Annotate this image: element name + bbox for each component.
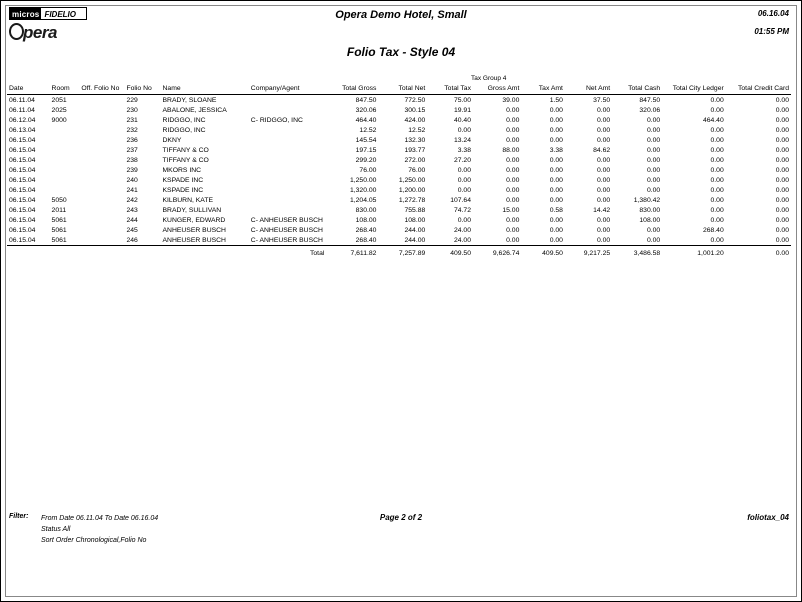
col-tax-amt: Tax Amt [538, 85, 563, 92]
cell-tax-amt: 0.00 [549, 177, 563, 184]
cell-folio-no: 236 [126, 137, 138, 144]
cell-net-amt: 0.00 [596, 197, 611, 204]
cell-room: 2011 [51, 207, 67, 214]
table-row [7, 125, 791, 135]
cell-net-amt: 0.00 [596, 137, 611, 144]
table-total-row [7, 246, 791, 259]
cell-gross-amt: 0.00 [506, 137, 520, 144]
folio-tax-table [7, 85, 791, 258]
cell-company-agent [249, 155, 327, 165]
cell-total-tax: 24.00 [453, 227, 471, 234]
cell-tax-amt: 0.00 [549, 167, 563, 174]
cell-total-city-ledger: 0.00 [710, 107, 724, 114]
cell-total-net: 272.00 [404, 157, 426, 164]
cell-net-amt: 0.00 [596, 117, 611, 124]
total-gross-amt: 9,626.74 [492, 250, 520, 257]
cell-off-folio-no [79, 165, 124, 175]
cell-gross-amt: 0.00 [506, 177, 520, 184]
table-row [7, 155, 791, 165]
cell-total-tax: 0.00 [457, 167, 471, 174]
cell-room: 5061 [51, 237, 67, 244]
cell-gross-amt: 0.00 [506, 127, 520, 134]
cell-name: KSPADE INC [162, 187, 204, 194]
cell-total-city-ledger: 0.00 [710, 187, 724, 194]
cell-total-cash: 0.00 [646, 237, 661, 244]
col-name: Name [162, 85, 181, 92]
cell-total-net: 76.00 [408, 167, 426, 174]
cell-net-amt: 14.42 [593, 207, 611, 214]
cell-total-gross: 1,204.05 [349, 197, 377, 204]
col-folio-no: Folio No [126, 85, 152, 92]
cell-name: KUNGER, EDWARD [162, 217, 226, 224]
cell-gross-amt: 0.00 [506, 117, 520, 124]
cell-company-agent: C- ANHEUSER BUSCH [250, 227, 323, 234]
cell-off-folio-no [79, 235, 124, 246]
cell-off-folio-no [79, 145, 124, 155]
cell-date: 06.15.04 [9, 137, 36, 144]
cell-off-folio-no [79, 175, 124, 185]
cell-folio-no: 232 [126, 127, 138, 134]
cell-date: 06.12.04 [9, 117, 36, 124]
cell-total-credit-card: 0.00 [775, 187, 789, 194]
cell-tax-amt: 0.00 [549, 237, 563, 244]
cell-name: TIFFANY & CO [162, 147, 209, 154]
micros-logo-text: micros [12, 10, 40, 19]
cell-total-cash: 0.00 [646, 147, 661, 154]
cell-off-folio-no [79, 125, 124, 135]
cell-company-agent [249, 195, 327, 205]
cell-tax-amt: 0.00 [549, 107, 563, 114]
col-total-credit-card: Total Credit Card [738, 85, 789, 92]
filter-line-sort-order: Sort Order Chronological,Folio No [41, 537, 147, 544]
table-row [7, 225, 791, 235]
cell-tax-amt: 0.58 [549, 207, 563, 214]
cell-gross-amt: 0.00 [506, 197, 520, 204]
cell-total-credit-card: 0.00 [775, 177, 789, 184]
report-footer [1, 513, 801, 553]
col-total-gross: Total Gross [342, 85, 377, 92]
cell-date: 06.11.04 [9, 107, 35, 114]
cell-room: 2025 [51, 107, 67, 114]
filter-line-status: Status All [41, 526, 71, 533]
total-total-city-ledger: 1,001.20 [697, 250, 724, 257]
table-row [7, 205, 791, 215]
cell-date: 06.15.04 [9, 157, 36, 164]
table-header [7, 85, 791, 95]
cell-total-city-ledger: 0.00 [710, 217, 724, 224]
cell-room [50, 165, 80, 175]
cell-total-gross: 268.40 [355, 237, 377, 244]
cell-net-amt: 0.00 [596, 127, 611, 134]
cell-net-amt: 0.00 [596, 157, 611, 164]
cell-date: 06.15.04 [9, 187, 36, 194]
cell-room [50, 185, 80, 195]
cell-total-credit-card: 0.00 [775, 207, 789, 214]
cell-net-amt: 0.00 [596, 177, 611, 184]
cell-company-agent [249, 145, 327, 155]
cell-off-folio-no [79, 225, 124, 235]
cell-total-gross: 1,250.00 [349, 177, 377, 184]
page-number: Page 2 of 2 [379, 513, 423, 522]
table-row [7, 135, 791, 145]
table-row [7, 215, 791, 225]
cell-tax-amt: 0.00 [549, 217, 563, 224]
cell-total-tax: 19.91 [453, 107, 471, 114]
cell-total-city-ledger: 268.40 [702, 227, 724, 234]
cell-total-net: 755.88 [404, 207, 426, 214]
cell-total-cash: 0.00 [646, 167, 661, 174]
total-total-net: 7,257.89 [398, 250, 426, 257]
cell-total-credit-card: 0.00 [775, 157, 789, 164]
cell-total-city-ledger: 0.00 [710, 137, 724, 144]
col-off-folio-no: Off. Folio No [81, 85, 120, 92]
col-total-net: Total Net [398, 85, 426, 92]
cell-room [50, 135, 80, 145]
cell-gross-amt: 0.00 [506, 107, 520, 114]
cell-total-net: 424.00 [404, 117, 426, 124]
total-label: Total [310, 250, 325, 257]
cell-total-cash: 830.00 [639, 207, 661, 214]
table-row [7, 195, 791, 205]
cell-name: ANHEUSER BUSCH [162, 237, 226, 244]
cell-total-gross: 847.50 [355, 97, 377, 104]
cell-room: 2051 [51, 97, 67, 104]
cell-date: 06.15.04 [9, 227, 36, 234]
cell-off-folio-no [79, 105, 124, 115]
cell-net-amt: 37.50 [593, 97, 611, 104]
cell-name: ABALONE, JESSICA [162, 107, 227, 114]
cell-gross-amt: 0.00 [506, 227, 520, 234]
table-header-row [7, 85, 791, 95]
cell-room [50, 155, 80, 165]
cell-total-city-ledger: 0.00 [710, 237, 724, 244]
cell-company-agent: C- ANHEUSER BUSCH [250, 217, 323, 224]
cell-date: 06.15.04 [9, 177, 36, 184]
cell-total-credit-card: 0.00 [775, 217, 789, 224]
cell-total-tax: 24.00 [453, 237, 471, 244]
cell-total-net: 772.50 [404, 97, 426, 104]
filter-line-dates: From Date 06.11.04 To Date 06.16.04 [41, 515, 159, 522]
cell-folio-no: 240 [126, 177, 138, 184]
cell-gross-amt: 88.00 [502, 147, 520, 154]
cell-total-city-ledger: 0.00 [710, 177, 724, 184]
fidelio-logo-text: FIDELIO [44, 10, 76, 19]
cell-date: 06.15.04 [9, 167, 36, 174]
cell-total-cash: 108.00 [639, 217, 661, 224]
report-date: 06.16.04 [757, 9, 789, 18]
cell-date: 06.15.04 [9, 217, 36, 224]
cell-folio-no: 242 [126, 197, 138, 204]
col-total-tax: Total Tax [444, 85, 471, 92]
table-row [7, 165, 791, 175]
col-date: Date [9, 85, 24, 92]
cell-total-credit-card: 0.00 [775, 117, 789, 124]
cell-total-gross: 1,320.00 [349, 187, 377, 194]
cell-folio-no: 229 [126, 97, 138, 104]
cell-folio-no: 237 [126, 147, 138, 154]
cell-tax-amt: 1.50 [549, 97, 563, 104]
filter-label: Filter: [9, 513, 29, 520]
col-net-amt: Net Amt [585, 85, 611, 92]
opera-logo [9, 23, 99, 42]
cell-total-cash: 0.00 [646, 187, 661, 194]
cell-folio-no: 243 [126, 207, 138, 214]
cell-tax-amt: 0.00 [549, 157, 563, 164]
cell-gross-amt: 0.00 [506, 167, 520, 174]
report-time: 01:55 PM [754, 27, 789, 36]
page-title: Folio Tax - Style 04 [346, 45, 456, 59]
cell-off-folio-no [79, 155, 124, 165]
cell-room: 5050 [51, 197, 67, 204]
cell-name: BRADY, SULLIVAN [162, 207, 222, 214]
cell-total-net: 193.77 [404, 147, 426, 154]
cell-total-cash: 847.50 [639, 97, 661, 104]
cell-off-folio-no [79, 95, 124, 106]
cell-name: MKORS INC [162, 167, 202, 174]
cell-tax-amt: 0.00 [549, 137, 563, 144]
total-total-cash: 3,486.58 [633, 250, 661, 257]
cell-gross-amt: 0.00 [506, 187, 520, 194]
cell-total-tax: 40.40 [453, 117, 471, 124]
cell-folio-no: 239 [126, 167, 138, 174]
cell-company-agent [249, 105, 327, 115]
cell-total-gross: 320.06 [355, 107, 377, 114]
col-gross-amt: Gross Amt [487, 85, 520, 92]
total-total-gross: 7,611.82 [350, 250, 377, 257]
hotel-name: Opera Demo Hotel, Small [335, 9, 467, 21]
cell-room: 5061 [51, 227, 67, 234]
cell-total-net: 300.15 [404, 107, 426, 114]
cell-total-city-ledger: 0.00 [710, 207, 724, 214]
cell-total-city-ledger: 0.00 [710, 97, 724, 104]
cell-total-credit-card: 0.00 [775, 97, 789, 104]
cell-room: 9000 [51, 117, 67, 124]
cell-total-tax: 27.20 [453, 157, 471, 164]
cell-folio-no: 238 [126, 157, 138, 164]
cell-room [50, 145, 80, 155]
cell-net-amt: 0.00 [596, 227, 611, 234]
cell-total-city-ledger: 0.00 [710, 127, 724, 134]
cell-total-credit-card: 0.00 [775, 237, 789, 244]
cell-folio-no: 246 [126, 237, 138, 244]
cell-total-cash: 320.06 [639, 107, 661, 114]
cell-gross-amt: 0.00 [506, 217, 520, 224]
cell-total-net: 108.00 [404, 217, 426, 224]
cell-folio-no: 245 [126, 227, 138, 234]
total-net-amt: 9,217.25 [583, 250, 611, 257]
cell-name: RIDGGO, INC [162, 127, 206, 134]
cell-total-gross: 12.52 [359, 127, 377, 134]
cell-tax-amt: 0.00 [549, 197, 563, 204]
table-row [7, 145, 791, 155]
cell-total-credit-card: 0.00 [775, 127, 789, 134]
cell-total-net: 1,200.00 [398, 187, 426, 194]
cell-total-tax: 0.00 [457, 187, 471, 194]
cell-total-gross: 299.20 [355, 157, 377, 164]
cell-folio-no: 241 [126, 187, 138, 194]
cell-total-credit-card: 0.00 [775, 197, 789, 204]
cell-total-cash: 0.00 [646, 227, 661, 234]
table-row [7, 95, 791, 106]
cell-total-credit-card: 0.00 [775, 147, 789, 154]
cell-total-net: 244.00 [404, 227, 426, 234]
cell-name: ANHEUSER BUSCH [162, 227, 226, 234]
cell-net-amt: 0.00 [596, 107, 611, 114]
cell-company-agent: C- ANHEUSER BUSCH [250, 237, 323, 244]
cell-date: 06.15.04 [9, 197, 36, 204]
cell-total-city-ledger: 464.40 [702, 117, 724, 124]
cell-net-amt: 0.00 [596, 167, 611, 174]
cell-off-folio-no [79, 185, 124, 195]
cell-total-tax: 13.24 [453, 137, 471, 144]
cell-folio-no: 231 [126, 117, 138, 124]
cell-gross-amt: 39.00 [502, 97, 520, 104]
cell-off-folio-no [79, 195, 124, 205]
cell-company-agent [249, 95, 327, 106]
cell-company-agent [249, 165, 327, 175]
cell-total-cash: 0.00 [646, 157, 661, 164]
table-body [7, 95, 791, 259]
cell-tax-amt: 0.00 [549, 127, 563, 134]
cell-total-tax: 0.00 [457, 217, 471, 224]
cell-off-folio-no [79, 135, 124, 145]
col-room: Room [51, 85, 70, 92]
cell-off-folio-no [79, 205, 124, 215]
opera-logo-text: pera [23, 23, 57, 42]
cell-total-gross: 76.00 [359, 167, 377, 174]
cell-net-amt: 0.00 [596, 217, 611, 224]
cell-total-gross: 268.40 [355, 227, 377, 234]
cell-company-agent [249, 185, 327, 195]
cell-total-cash: 0.00 [646, 117, 661, 124]
total-total-credit-card: 0.00 [775, 250, 789, 257]
cell-total-net: 132.30 [404, 137, 426, 144]
cell-total-net: 244.00 [404, 237, 426, 244]
cell-company-agent: C- RIDGGO, INC [250, 117, 303, 124]
cell-gross-amt: 0.00 [506, 157, 520, 164]
cell-total-gross: 830.00 [355, 207, 377, 214]
cell-total-tax: 3.38 [457, 147, 471, 154]
table-row [7, 185, 791, 195]
cell-tax-amt: 0.00 [549, 187, 563, 194]
cell-gross-amt: 0.00 [506, 237, 520, 244]
cell-room [50, 125, 80, 135]
cell-total-tax: 0.00 [457, 127, 471, 134]
table-row [7, 235, 791, 246]
cell-total-city-ledger: 0.00 [710, 167, 724, 174]
cell-tax-amt: 0.00 [549, 227, 563, 234]
cell-date: 06.11.04 [9, 97, 35, 104]
cell-company-agent [249, 205, 327, 215]
cell-date: 06.15.04 [9, 147, 36, 154]
cell-total-net: 1,250.00 [398, 177, 426, 184]
table-row [7, 105, 791, 115]
cell-total-net: 12.52 [408, 127, 426, 134]
cell-total-credit-card: 0.00 [775, 167, 789, 174]
cell-name: RIDGGO, INC [162, 117, 206, 124]
cell-date: 06.13.04 [9, 127, 36, 134]
cell-total-tax: 0.00 [457, 177, 471, 184]
cell-tax-amt: 0.00 [549, 117, 563, 124]
cell-folio-no: 244 [126, 217, 138, 224]
cell-name: BRADY, SLOANE [162, 97, 217, 104]
cell-total-cash: 1,380.42 [633, 197, 661, 204]
cell-total-gross: 197.15 [355, 147, 377, 154]
cell-name: KILBURN, KATE [162, 197, 214, 204]
table-row [7, 175, 791, 185]
cell-gross-amt: 15.00 [502, 207, 520, 214]
cell-folio-no: 230 [126, 107, 138, 114]
cell-off-folio-no [79, 215, 124, 225]
cell-net-amt: 0.00 [596, 237, 611, 244]
cell-company-agent [249, 135, 327, 145]
cell-name: TIFFANY & CO [162, 157, 209, 164]
cell-total-tax: 75.00 [453, 97, 471, 104]
col-total-cash: Total Cash [628, 85, 661, 92]
col-company-agent: Company/Agent [250, 85, 300, 92]
opera-logo-oval-icon [9, 23, 24, 40]
report-id: foliotax_04 [747, 513, 789, 522]
cell-total-cash: 0.00 [646, 137, 661, 144]
cell-date: 06.15.04 [9, 207, 36, 214]
cell-total-credit-card: 0.00 [775, 107, 789, 114]
table-row [7, 115, 791, 125]
total-tax-amt: 409.50 [542, 250, 563, 257]
cell-total-city-ledger: 0.00 [710, 197, 724, 204]
cell-total-tax: 107.64 [450, 197, 471, 204]
tax-group-label: Tax Group 4 [471, 75, 507, 82]
cell-off-folio-no [79, 115, 124, 125]
cell-total-cash: 0.00 [646, 127, 661, 134]
cell-total-gross: 108.00 [355, 217, 377, 224]
cell-room: 5061 [51, 217, 67, 224]
cell-total-net: 1,272.78 [398, 197, 426, 204]
cell-tax-amt: 3.38 [549, 147, 563, 154]
cell-net-amt: 0.00 [596, 187, 611, 194]
total-total-tax: 409.50 [450, 250, 471, 257]
cell-total-credit-card: 0.00 [775, 137, 789, 144]
cell-total-city-ledger: 0.00 [710, 147, 724, 154]
cell-room [50, 175, 80, 185]
cell-total-tax: 74.72 [453, 207, 471, 214]
cell-company-agent [249, 175, 327, 185]
cell-date: 06.15.04 [9, 237, 36, 244]
cell-company-agent [249, 125, 327, 135]
cell-total-gross: 464.40 [355, 117, 377, 124]
cell-total-credit-card: 0.00 [775, 227, 789, 234]
col-total-city-ledger: Total City Ledger [672, 85, 724, 92]
cell-name: DKNY [162, 137, 182, 144]
cell-net-amt: 84.62 [593, 147, 611, 154]
cell-total-gross: 145.54 [355, 137, 377, 144]
cell-total-city-ledger: 0.00 [710, 157, 724, 164]
cell-total-cash: 0.00 [646, 177, 661, 184]
cell-name: KSPADE INC [162, 177, 204, 184]
